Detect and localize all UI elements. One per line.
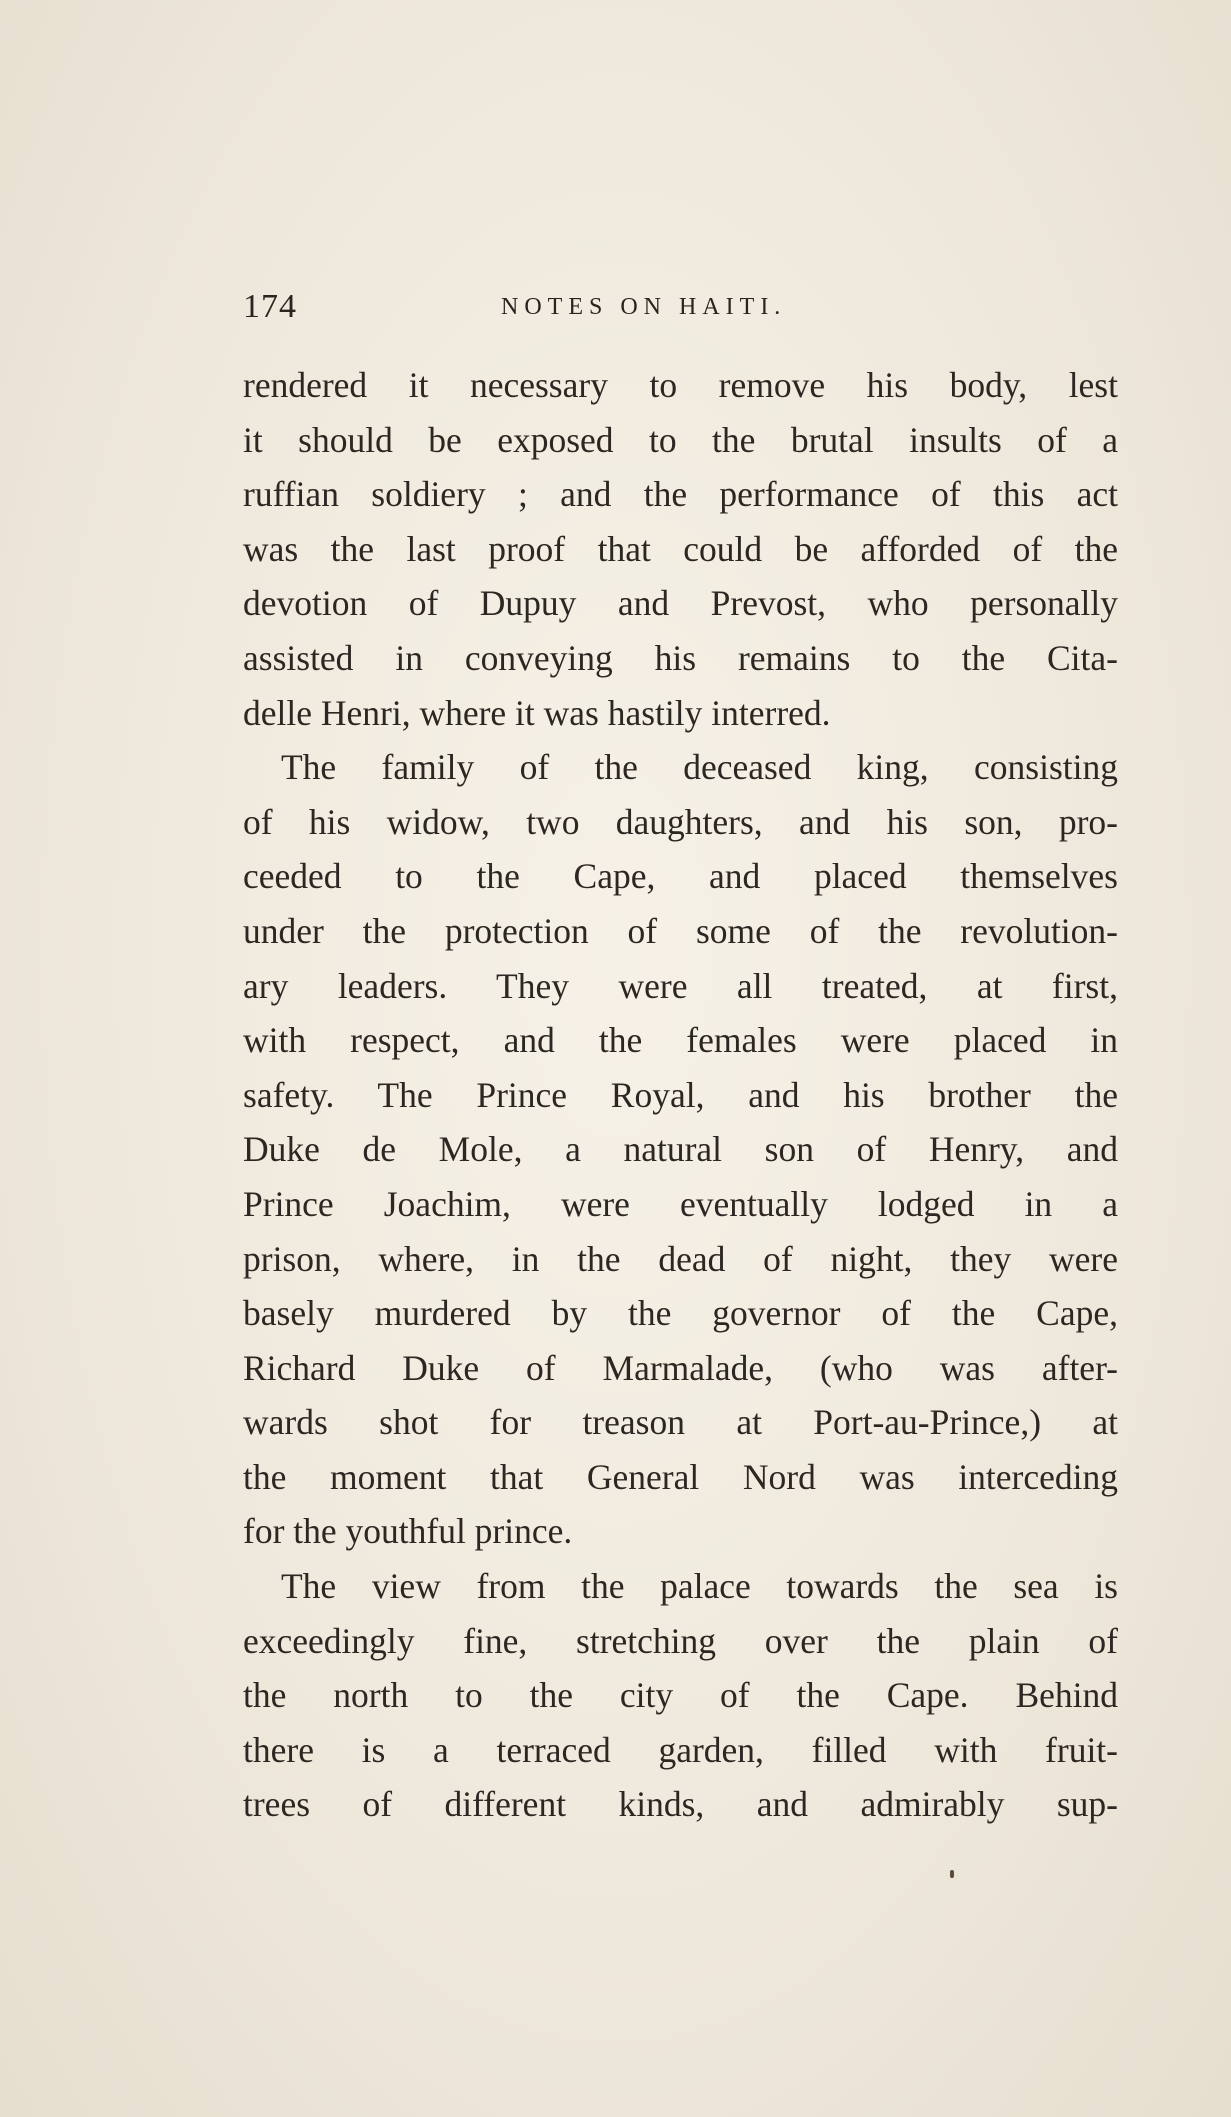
text-line: prison, where, in the dead of night, they were xyxy=(243,1238,1118,1279)
text-line: assisted in conveying his remains to the Cita- xyxy=(243,637,1118,678)
text-line: devotion of Dupuy and Prevost, who personally xyxy=(243,583,1118,624)
text-line: the moment that General Nord was interceding xyxy=(243,1456,1118,1497)
text-line: The family of the deceased king, consisting xyxy=(281,747,1118,788)
text-line: Richard Duke of Marmalade, (who was after- xyxy=(243,1347,1118,1388)
text-line: under the protection of some of the revolution- xyxy=(243,910,1118,951)
running-header xyxy=(243,288,1123,328)
ink-speck xyxy=(950,1870,954,1878)
text-line: Duke de Mole, a natural son of Henry, and xyxy=(243,1129,1118,1170)
text-line: rendered it necessary to remove his body, lest xyxy=(243,365,1118,405)
text-line: Prince Joachim, were eventually lodged in a xyxy=(243,1183,1118,1224)
paragraph-2 xyxy=(243,740,1118,1559)
text-line: ceeded to the Cape, and placed themselves xyxy=(243,856,1118,897)
text-line: delle Henri, where it was hastily interred. xyxy=(243,692,831,733)
text-line: ary leaders. They were all treated, at first, xyxy=(243,965,1118,1006)
text-line: safety. The Prince Royal, and his brother the xyxy=(243,1074,1118,1115)
paragraph-1 xyxy=(243,358,1118,740)
text-line: basely murdered by the governor of the Cape, xyxy=(243,1293,1118,1334)
text-line: it should be exposed to the brutal insults of a xyxy=(243,419,1118,460)
text-line: with respect, and the females were placed in xyxy=(243,1020,1118,1061)
text-line: was the last proof that could be afforded of the xyxy=(243,528,1118,569)
text-line: there is a terraced garden, filled with fruit- xyxy=(243,1729,1118,1770)
body-text xyxy=(243,358,1118,1832)
text-line: The view from the palace towards the sea is xyxy=(281,1566,1118,1607)
text-line: of his widow, two daughters, and his son, pro- xyxy=(243,801,1118,842)
text-line: ruffian soldiery ; and the performance of this act xyxy=(243,474,1118,515)
paragraph-3 xyxy=(243,1559,1118,1832)
text-line: exceedingly fine, stretching over the plain of xyxy=(243,1620,1118,1661)
text-line: the north to the city of the Cape. Behind xyxy=(243,1675,1118,1716)
text-line: trees of different kinds, and admirably sup- xyxy=(243,1784,1118,1825)
running-title: NOTES ON HAITI. xyxy=(501,294,787,320)
text-line: wards shot for treason at Port-au-Prince,) at xyxy=(243,1402,1118,1443)
text-line: for the youthful prince. xyxy=(243,1511,573,1552)
page-number: 174 xyxy=(243,288,297,325)
